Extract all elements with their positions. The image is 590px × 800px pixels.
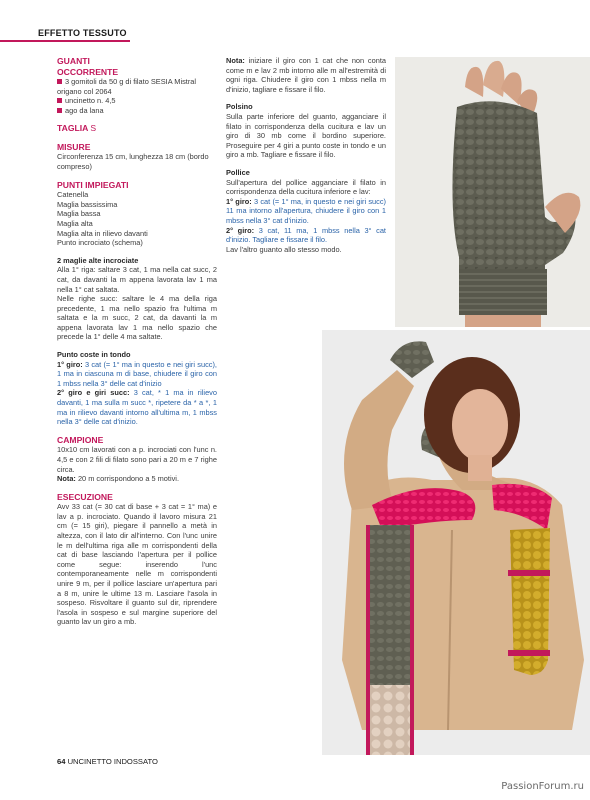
left-column (57, 56, 217, 627)
title-punti: PUNTI IMPIEGATI (57, 179, 129, 190)
punto-item: Maglia alta (57, 218, 93, 228)
model-illustration (322, 330, 590, 755)
polsino-text: Sulla parte inferiore del guanto, agganciare il filato in corrispondenza della cucitura e lav un giro di 30 mb come il bordino superiore. Proseguire per 4 giri a punto coste in tondo e un giro a mb. Tagliare e fissare il filo. (226, 111, 386, 160)
incrociate-text-1: Alla 1° riga: saltare 3 cat, 1 ma nella cat succ, 2 cat, da davanti la m appena lavorata lav 1 ma nella 1° cat saltata. (57, 265, 217, 294)
punto-item: Catenella (57, 190, 89, 200)
pollice-giro-2-text: 3 cat, 11 ma, 1 mbss nella 3° cat d'inizio. Tagliare e fissare il filo. (226, 225, 386, 245)
pollice-giro-1-label: 1° giro: (226, 196, 252, 206)
magazine-name: UNCINETTO INDOSSATO (67, 757, 158, 766)
pollice-text: Sull'apertura del pollice agganciare il filato in corrispondenza della cucitura inferiore e lav: (226, 177, 386, 197)
section-label: EFFETTO TESSUTO (38, 28, 127, 38)
punto-item: Maglia alta in rilievo davanti (57, 228, 148, 238)
title-misure: MISURE (57, 141, 91, 152)
incrociate-text-2: Nelle righe succ: saltare le 4 ma della riga precedente, 1 ma nello spazio fra l'ultima m saltata e la m succ, 2 cat, da davanti la m appena lavorata lav 1 ma nello spazio che precede la 1° delle 4 ma saltate. (57, 294, 217, 342)
model-photo (322, 330, 590, 755)
watermark: PassionForum.ru (501, 781, 584, 792)
coste-giro-1 (57, 360, 217, 389)
material-item: 3 gomitoli da 50 g di filato SESIA Mistral origano col 2064 (57, 77, 217, 96)
title-polsino: Polsino (226, 102, 253, 112)
taglia-value: S (90, 123, 97, 134)
pollice-giro-1-text: 3 cat (= 1° ma, in questo e nei giri succ) 11 ma intorno all'apertura, chiudere il giro con 1 mbss nella 3° cat d'inizio. (226, 196, 386, 225)
middle-column (226, 56, 386, 254)
title-occorrente: OCCORRENTE (57, 66, 119, 77)
title-incrociate: 2 maglie alte incrociate (57, 255, 139, 265)
punto-item: Punto incrociato (schema) (57, 238, 143, 248)
campione-nota-label: Nota: (57, 474, 76, 484)
title-coste: Punto coste in tondo (57, 350, 131, 360)
title-pollice: Pollice (226, 167, 250, 177)
mid-nota (226, 56, 386, 94)
coste-giro-2-text: 3 cat, * 1 ma in rilievo davanti, 1 ma sulla m succ *, ripetere da * a *, 1 ma in rilievo davanti intorno all'ultima m, 1 mbss nella 3° delle cat d'inizio. (57, 388, 217, 427)
material-item: ago da lana (57, 106, 217, 116)
punto-item: Maglia bassissima (57, 199, 118, 209)
misure-text: Circonferenza 15 cm, lunghezza 18 cm (bordo compreso) (57, 152, 209, 172)
title-campione: CAMPIONE (57, 434, 104, 445)
glove-illustration (395, 57, 590, 327)
page-footer (57, 757, 158, 766)
taglia-line (57, 123, 217, 134)
coste-giro-2-label: 2° giro e giri succ: (57, 388, 130, 398)
coste-giro-1-label: 1° giro: (57, 359, 83, 369)
coste-giro-2 (57, 388, 217, 426)
section-header (0, 28, 130, 42)
mid-nota-text: iniziare il giro con 1 cat che non conta come m e lav 2 mb intorno alle m all'estremità di ogni riga. Chiudere il giro con 1 mbss nella m d'inizio, tagliare e fissare il filo. (226, 56, 386, 94)
title-esecuzione: ESECUZIONE (57, 491, 113, 502)
pollice-giro-2-label: 2° giro: (226, 225, 255, 235)
campione-nota-text: 20 m corrispondono a 5 motivi. (75, 474, 179, 484)
title-guanti: GUANTI (57, 56, 90, 66)
mid-nota-label: Nota: (226, 56, 245, 65)
pollice-giro-1 (226, 197, 386, 226)
campione-text: 10x10 cm lavorati con a p. incrociati con l'unc n. 4,5 e con 2 fili di filato sono pari a 20 m e 7 righe circa. (57, 445, 217, 474)
pollice-end: Lav l'altro guanto allo stesso modo. (226, 244, 342, 254)
coste-giro-1-text: 3 cat (= 1° ma in questo e nei giri succ), 1 ma in ciascuna m di base, chiudere il giro con 1 mbss nella 3° delle cat d'inizio (57, 359, 217, 388)
material-item: uncinetto n. 4,5 (57, 96, 217, 106)
pollice-giro-2 (226, 226, 386, 245)
glove-photo (395, 57, 590, 327)
punto-item: Maglia bassa (57, 209, 101, 219)
esecuzione-text: Avv 33 cat (= 30 cat di base + 3 cat = 1° ma) e lav a p. incrociato. Quando il lavoro misura 21 cm (= 15 giri), piegare il pannello a metà in altezza, con il lato dir all'interno. Con l'unc unire le m dell'ultima riga alle m corrispondenti della cat di base lasciando l'apertura per il pollice come segue: inserendo l'unc contemporaneamente nelle m corrispondenti unire 9 m, per il pollice lasciare un'apertura pari a 8 m, unire le ultime 13 m. Lasciare l'asola in sospeso. Risvoltare il guanto sul dir, riprendere l'asola in sospeso e sul margine superiore del guanto lav un giro a mb. (57, 502, 217, 627)
taglia-label: TAGLIA (57, 123, 89, 134)
campione-nota (57, 474, 217, 484)
page-number: 64 (57, 757, 66, 766)
